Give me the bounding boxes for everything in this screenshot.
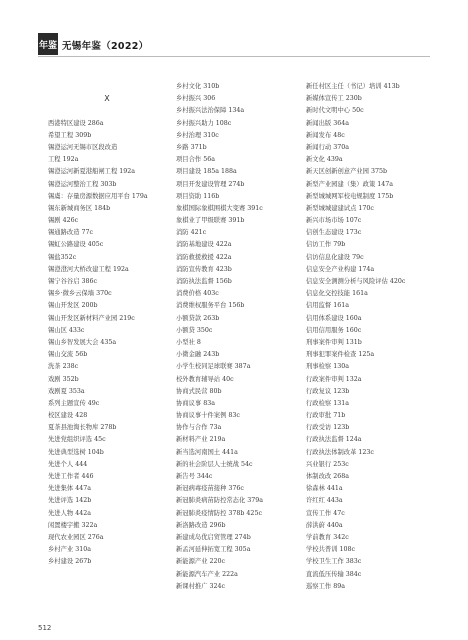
index-entry: 新闻出版 364a [306, 119, 349, 127]
index-entry: 小额贷款 263b [176, 314, 220, 322]
index-entry: 小微金融 243b [176, 351, 220, 359]
index-entry: 体制改改 268a [306, 473, 349, 480]
index-entry: 锡山乡智发展大会 435a [48, 338, 117, 346]
index-entry: 刑事案件审判 131b [306, 338, 362, 346]
index-entry: 巡察工作 89a [306, 582, 345, 590]
index-entry: 学校共普训 108c [306, 546, 356, 554]
index-entry: 锡澄运河无锡市区段改造 [48, 143, 118, 151]
index-entry: 消防宣传教育 423b [176, 265, 232, 273]
index-entry: 学前教育 342c [306, 533, 349, 541]
index-entry: 锡山开发区 200b [48, 302, 98, 310]
index-entry: 新孟河延伸拓宽工程 305a [176, 546, 251, 554]
index-entry: 锡虹公路建设 405c [48, 241, 104, 249]
index-entry: 信用信用服务 160c [306, 326, 362, 334]
index-entry: 乡村产业 310a [48, 546, 91, 554]
index-entry: 新建成岛优启贸管理 274b [176, 533, 251, 541]
index-entry: 新文化 439a [306, 156, 343, 164]
index-entry: 新闻发布 48c [306, 131, 345, 139]
index-entry: 乡路 371b [176, 143, 207, 151]
index-entry: 行政审批 71b [306, 412, 346, 420]
index-entry: 新的社会阶层人士统战 54c [176, 460, 253, 468]
index-entry: 协作与合作 73a [176, 424, 222, 432]
index-entry: 先进评选 142b [48, 497, 92, 505]
index-entry: 小学生校同足球联赛 387a [176, 363, 251, 371]
index-entry: 刑事检察 130a [306, 363, 349, 371]
index-entry: 锡乡·微乡云保墙 370c [48, 290, 112, 298]
index-entry: 小型社 8 [176, 338, 201, 346]
index-entry: 徐森林 441a [306, 485, 343, 493]
index-entry: 西港特区建设 286a [48, 119, 104, 127]
header-divider [38, 56, 430, 57]
index-entry: 消防 421c [176, 229, 207, 237]
index-entry: 先进工作者 446 [48, 473, 94, 481]
index-entry: 信访信息化建设 79c [306, 253, 364, 261]
index-entry: 锡宁谷谷启 386c [48, 278, 98, 286]
index-entry: 新型城城网军校电规制度 175b [306, 192, 394, 200]
index-entry: 先进个人 444 [48, 460, 88, 468]
index-entry: 行政受访 123b [306, 424, 350, 432]
index-entry: 锡虞：存量房源数据应用平台 179a [48, 192, 148, 200]
index-entry: 信息化交控技能 161a [306, 290, 368, 298]
index-entry: 信用体系建设 160a [306, 314, 362, 322]
index-entry: 消费维权服务平台 156b [176, 302, 245, 310]
index-entry: 行政执法体制改革 123c [306, 448, 374, 456]
index-entry: 消防基地建设 422a [176, 241, 232, 249]
index-entry: 先进党组织评选 45c [48, 436, 106, 444]
index-entry: 新能源汽车产业 222a [176, 570, 238, 578]
index-entry: 系列主题宣传 49c [48, 399, 100, 407]
index-entry: 项目合作 56a [176, 156, 215, 164]
index-entry: 工程 192a [48, 156, 79, 164]
index-entry: 信息安全产业构建 174a [306, 265, 375, 273]
index-entry: 消防救援救援 422a [176, 253, 232, 261]
index-entry: 新时代文明中心 50c [306, 107, 364, 115]
index-entry: 象棋业了甲级联赛 391b [176, 217, 245, 225]
index-entry: 锡通路改造 77c [48, 229, 94, 237]
index-entry: 宣传工作 47c [306, 509, 345, 517]
index-entry: 消费价格 403c [176, 290, 219, 298]
index-entry: 洗茶 238c [48, 363, 79, 371]
index-entry: 乡村振兴 306 [176, 95, 216, 103]
index-entry: 消防执法监督 156b [176, 278, 232, 285]
index-entry: 协商议事十件案例 83c [176, 412, 240, 420]
page-header-title: 无锡年鉴（2022） [62, 41, 149, 52]
index-entry: 乡村振兴法治保障 134a [176, 107, 245, 115]
index-entry: 戏剧夏 353a [48, 387, 85, 395]
index-entry: 锡山区 433c [48, 326, 85, 334]
index-entry: 闲置楼宇搬 322a [48, 521, 98, 529]
index-letter-heading: X [104, 94, 110, 104]
index-entry: 许红红 443a [306, 497, 343, 505]
index-entry: 信用监督 161a [306, 302, 349, 310]
index-entry: 新型产业园建（集）政策 147a [306, 180, 394, 188]
index-entry: 锡澄澄河大桥改建工程 192a [48, 265, 129, 273]
index-entry: 新当选河南国土 441a [176, 448, 238, 456]
index-entry: 新冠病毒疫苗接种 376c [176, 485, 244, 493]
index-entry: 象棋国际象棋围棋大变赛 391c [176, 204, 263, 212]
index-entry: 协商式民营 80b [176, 387, 222, 395]
index-entry: 新闻行动 370a [306, 143, 349, 151]
index-entry: 锡山交流 56b [48, 351, 88, 359]
index-entry: 锡剧 426c [48, 217, 79, 225]
index-entry: 行政案件审判 132a [306, 375, 362, 383]
index-entry: 新型城城建建试点 170c [306, 204, 374, 212]
index-entry: 戏剧 352b [48, 375, 79, 383]
yearbook-logo-icon: 年鉴 [38, 33, 58, 55]
index-entry: 先进典型选树 104b [48, 448, 104, 456]
index-entry: 新能源产业 220c [176, 558, 226, 566]
index-entry: 行政检察 131a [306, 399, 349, 407]
index-column-2 [176, 81, 294, 593]
index-entry: 乡村振兴助力 108c [176, 119, 232, 127]
index-entry: 学校卫生工作 383c [306, 558, 362, 566]
index-entry: 新媒体宣传工 230b [306, 95, 362, 103]
index-entry: 新洛路改造 296b [176, 521, 226, 529]
index-entry: 行政复议 123b [306, 387, 350, 395]
index-entry: 夏茶县池淘长物库 278b [48, 424, 117, 432]
index-entry: 锡澄运河新夏港船闸工程 192a [48, 168, 136, 176]
index-entry: 项目开发建设管理 274b [176, 180, 245, 188]
index-entry: 直流低压传输 384c [306, 570, 362, 578]
index-column-3 [306, 81, 424, 593]
index-entry: 项目资助 116b [176, 192, 220, 200]
index-entry: 信息安全测测分析与风险评估 420c [306, 278, 406, 285]
index-entry: 锡山开发区新材料产业园 219c [48, 314, 135, 322]
index-entry: 先进集体 447a [48, 485, 91, 493]
index-entry: 现代农业园区 276a [48, 533, 104, 541]
index-entry: 校区建设 428 [48, 412, 88, 420]
index-entry: 行政执法监督 124a [306, 436, 362, 444]
index-entry: 新天区创新创意产业园 375b [306, 168, 388, 176]
index-entry: 兴业银行 253c [306, 460, 349, 468]
index-entry: 锡澄运河整治工程 303b [48, 180, 117, 188]
index-entry: 新冠肺炎疫情防控 378b 425c [176, 509, 262, 517]
index-entry: 新兴市场市场 107c [306, 217, 362, 225]
index-entry: 乡村文化 310b [176, 83, 220, 90]
index-entry: 新冠肺炎病苗防控常态化 379a [176, 497, 264, 505]
index-entry: 协商议事 83a [176, 399, 215, 407]
index-entry: 乡村治理 310c [176, 131, 219, 139]
index-entry: 乡村建设 267b [48, 558, 92, 566]
index-entry: 小额贷 350c [176, 326, 213, 334]
index-entry: 锡盐352c [48, 253, 77, 261]
index-entry: 新课村推广 324c [176, 582, 226, 590]
index-entry: 新任村区主任（书记）培训 413b [306, 83, 400, 90]
index-entry: 项目建设 185a 188a [176, 168, 237, 176]
index-entry: 信访工作 79b [306, 241, 346, 249]
index-entry: 薛洪蔚 440a [306, 521, 343, 529]
index-entry: 锡东新城商务区 184b [48, 204, 111, 212]
index-entry: 信创生态建设 173c [306, 229, 362, 237]
index-entry: 新告号 344c [176, 473, 213, 480]
index-column-1 [48, 81, 166, 569]
index-entry: 刑事犯罪案件检查 125a [306, 351, 375, 359]
index-entry: 先进人物 442a [48, 509, 91, 517]
index-entry: 校外教育辅导站 40c [176, 375, 234, 383]
page-number: 512 [38, 624, 52, 632]
index-entry: 新材料产业 219a [176, 436, 226, 444]
index-entry: 希望工程 309b [48, 131, 92, 139]
